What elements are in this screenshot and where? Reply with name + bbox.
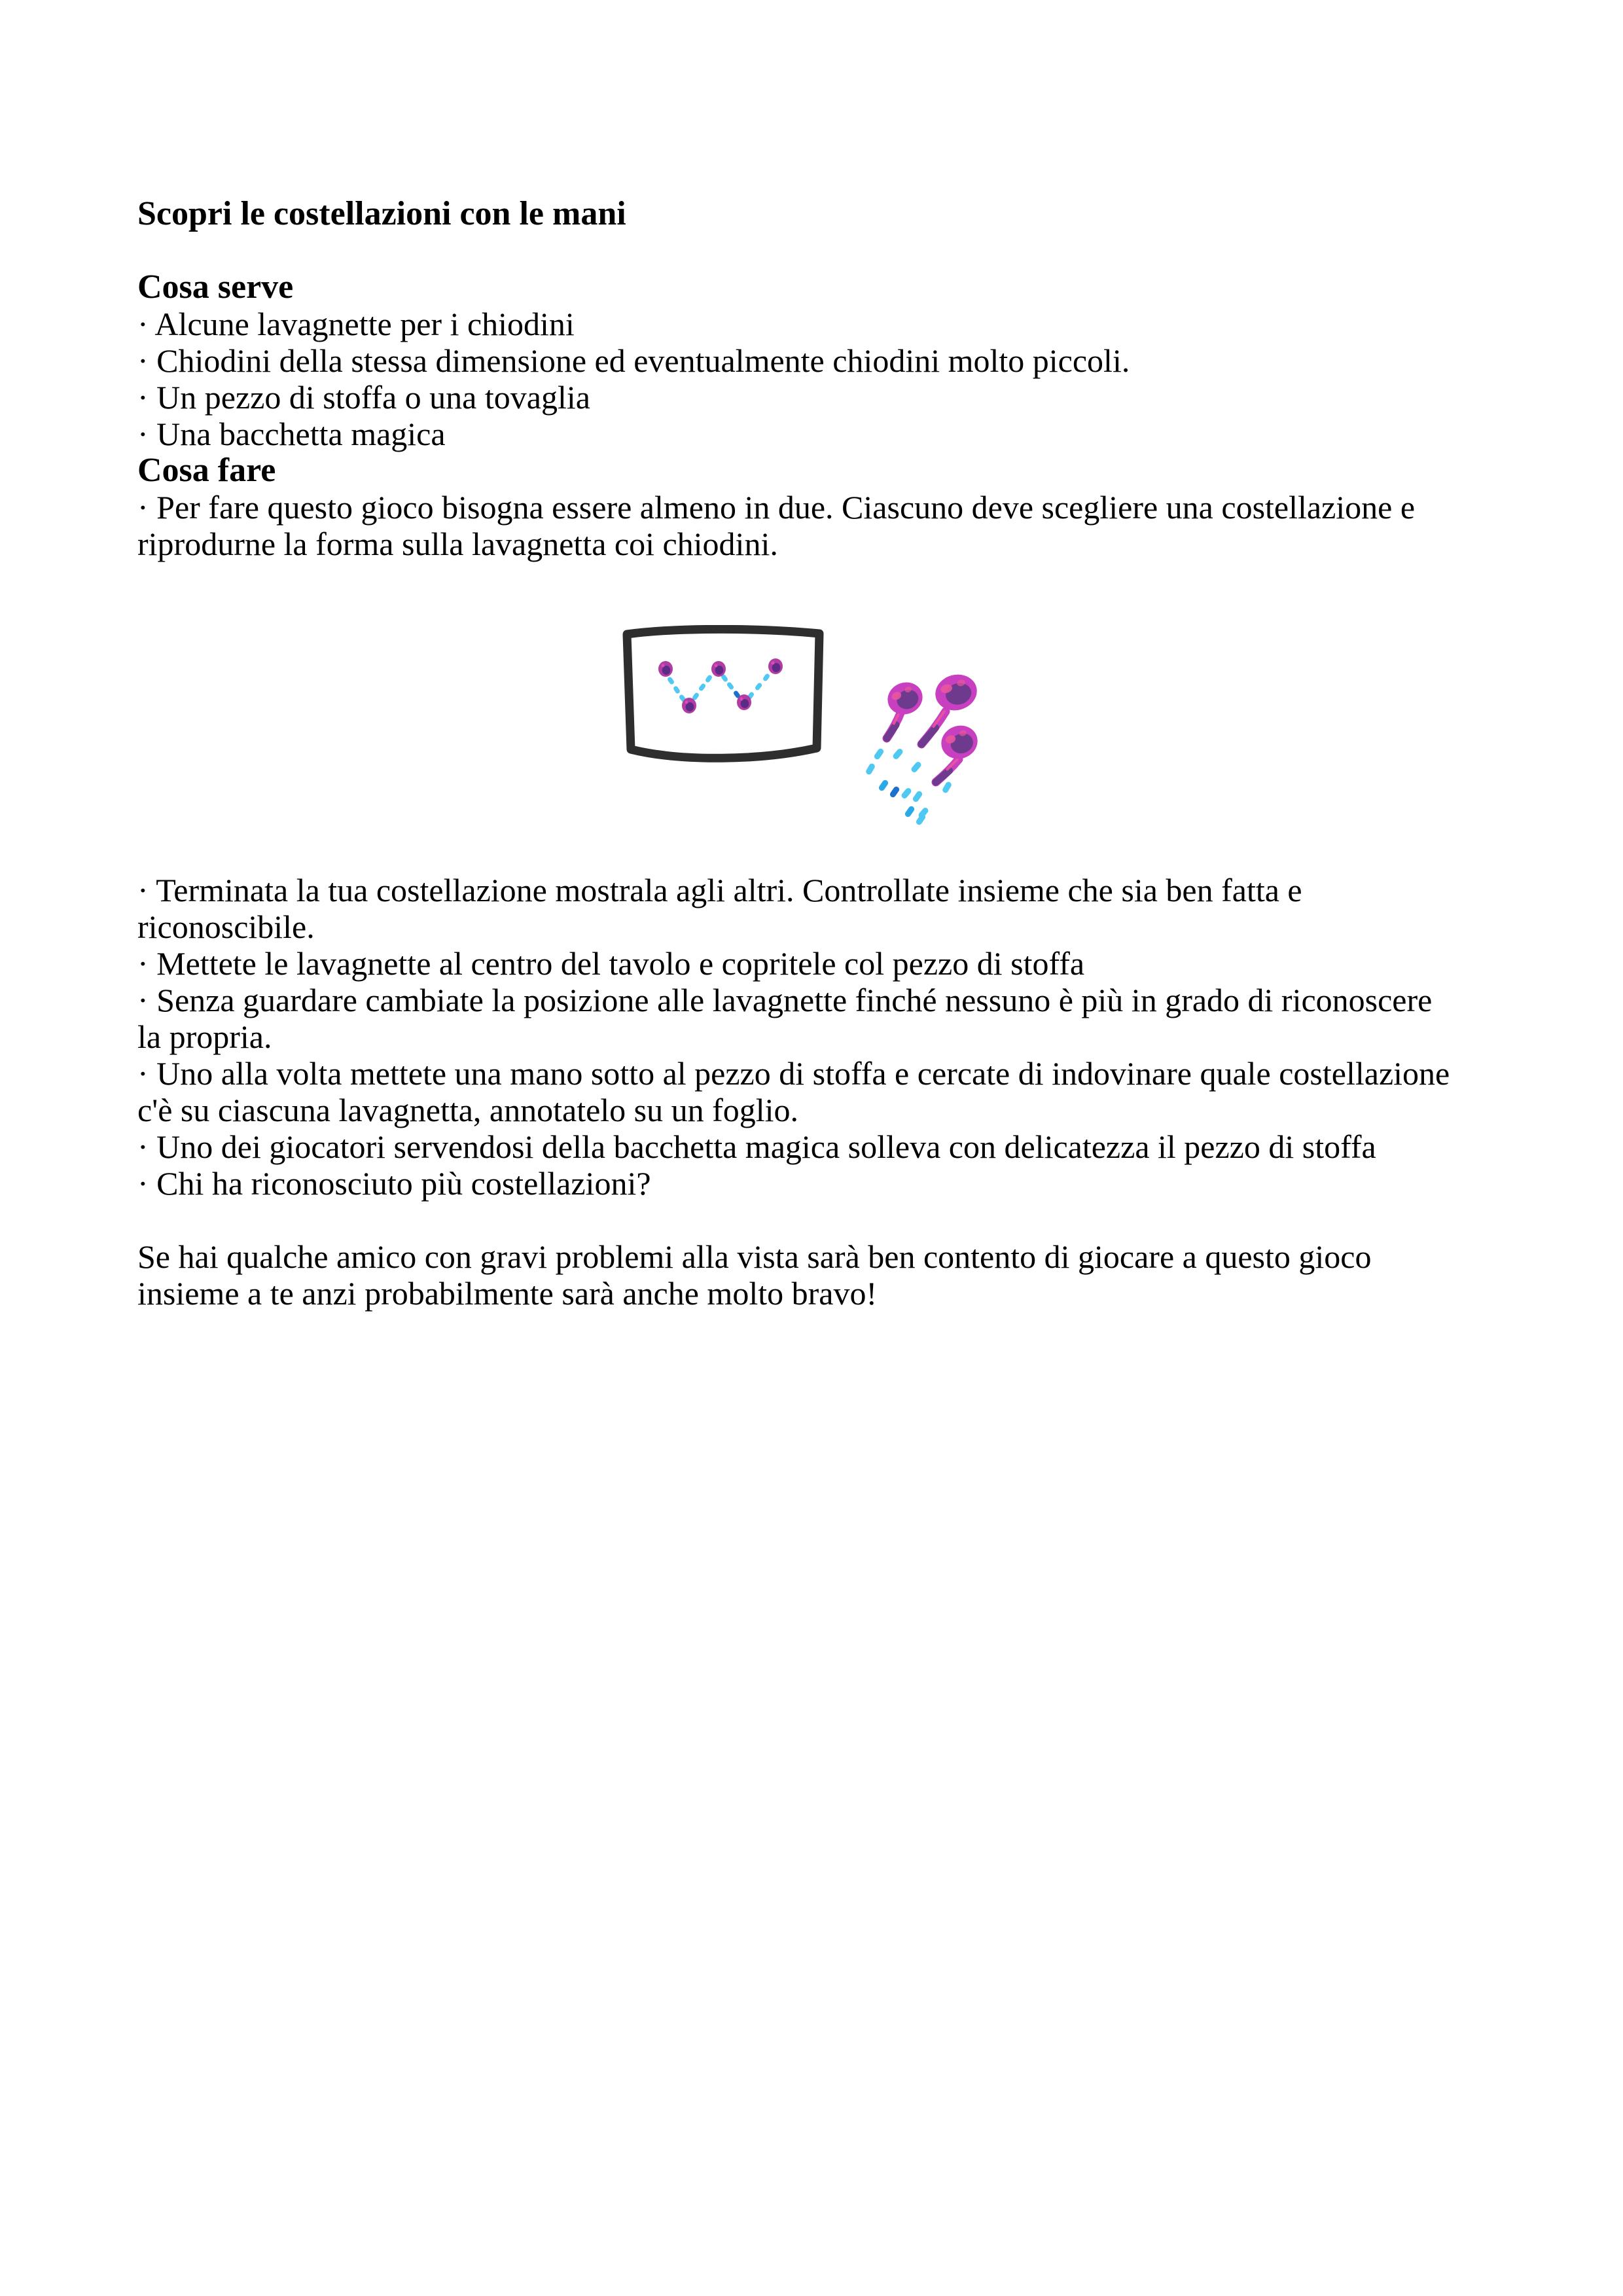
text-line: riprodurne la forma sulla lavagnetta coi chiodini. <box>137 526 778 562</box>
text-line: · Per fare questo gioco bisogna essere almeno in due. Ciascuno deve scegliere una costellazione e <box>137 489 1416 526</box>
text-line: Se hai qualche amico con gravi problemi alla vista sarà ben contento di giocare a questo gioco <box>137 1238 1372 1275</box>
text-line: insieme a te anzi probabilmente sarà anche molto bravo! <box>137 1275 878 1312</box>
cyan-dash <box>673 685 681 694</box>
constellation-lines <box>667 673 771 703</box>
loose-dashes <box>865 747 953 826</box>
cyan-dash <box>726 681 735 691</box>
cyan-dash <box>873 747 885 761</box>
text-line: · Alcune lavagnette per i chiodini <box>137 306 575 342</box>
cyan-dash <box>910 761 922 774</box>
text-line: · Uno dei giocatori servendosi della bacchetta magica solleva con delicatezza il pezzo di stoffa <box>137 1128 1376 1165</box>
heading-line: Cosa serve <box>137 268 294 306</box>
text-line: · Chi ha riconosciuto più costellazioni? <box>137 1165 651 1202</box>
text-line: riconoscibile. <box>137 908 315 945</box>
text-line: · Uno alla volta mettete una mano sotto al pezzo di stoffa e cercate di indovinare quale costellazione <box>137 1055 1450 1092</box>
text-line: · Una bacchetta magica <box>137 416 446 452</box>
pin-icon <box>936 721 982 782</box>
cyan-dash <box>755 682 763 691</box>
document-body <box>137 196 1512 1312</box>
text-line: · Chiodini della stessa dimensione ed eventualmente chiodini molto piccoli. <box>137 342 1130 379</box>
cyan-dash <box>889 785 901 798</box>
cyan-dash <box>912 790 923 803</box>
cyan-dash <box>942 781 953 794</box>
peg-icon <box>711 661 726 677</box>
cyan-dash <box>901 787 912 800</box>
peg-icon <box>658 661 673 677</box>
text-line: · Terminata la tua costellazione mostrala agli altri. Controllate insieme che sia ben fatta e <box>137 872 1302 908</box>
cyan-dash <box>865 762 876 776</box>
cyan-dash <box>904 805 916 818</box>
text-line <box>137 232 1512 269</box>
cyan-dash <box>705 674 713 683</box>
constellation-illustration <box>622 625 988 828</box>
text-line: · Mettete le lavagnette al centro del tavolo e copritele col pezzo di stoffa <box>137 945 1085 982</box>
peg-icon <box>768 658 783 674</box>
heading-line: Cosa fare <box>137 452 276 489</box>
cyan-dash <box>698 683 707 692</box>
pegboard-frame <box>627 629 819 758</box>
constellation-doodle <box>622 625 988 828</box>
heading-line: Scopri le costellazioni con le mani <box>137 195 626 232</box>
peg-icon <box>737 694 751 710</box>
constellation-pegs <box>658 658 783 713</box>
cyan-dash <box>892 747 904 761</box>
cyan-dash <box>762 673 771 682</box>
cyan-dash <box>667 676 675 685</box>
peg-icon <box>682 698 696 713</box>
pin-icon <box>883 677 927 738</box>
text-line <box>137 1202 1512 1238</box>
text-line: la propria. <box>137 1018 272 1055</box>
text-line: · Senza guardare cambiate la posizione alle lavagnette finché nessuno è più in grado di riconoscere <box>137 982 1433 1018</box>
cyan-dash <box>878 779 889 792</box>
text-line: c'è su ciascuna lavagnetta, annotatelo su un foglio. <box>137 1092 799 1128</box>
text-line: · Un pezzo di stoffa o una tovaglia <box>137 379 590 416</box>
